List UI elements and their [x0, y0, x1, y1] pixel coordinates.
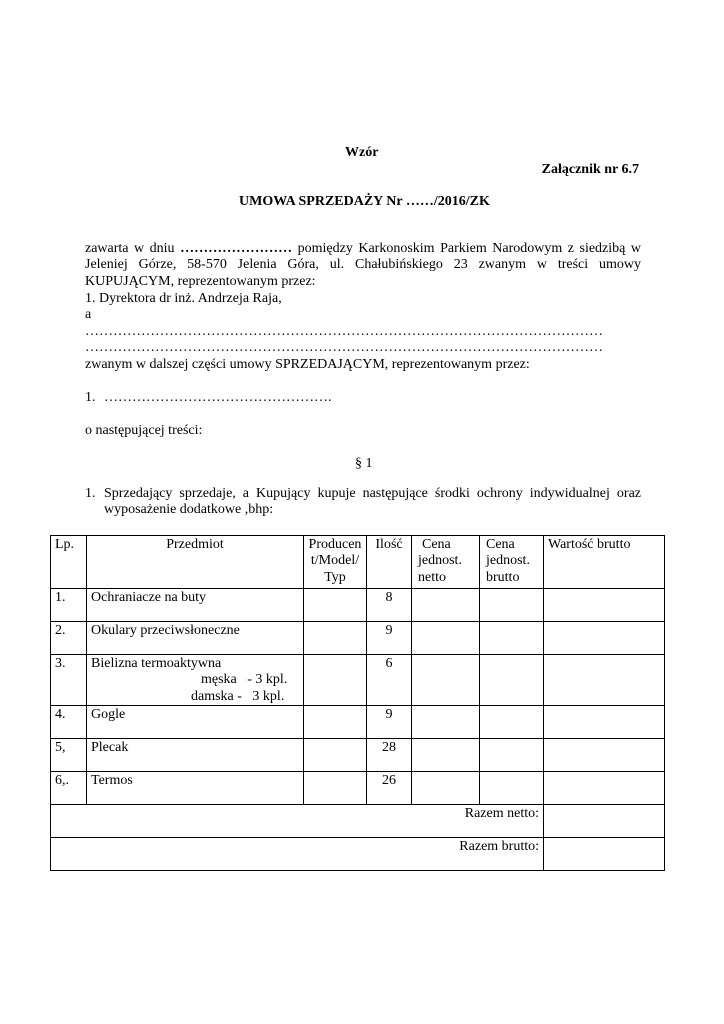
row-lp: 6,. [51, 772, 87, 805]
row-total [544, 589, 665, 622]
point-text: Sprzedający sprzedaje, a Kupujący kupuje następujące środki ochrony indywidualnej oraz wyposażenie dodatkowe ,bhp: [104, 486, 641, 518]
seller-name-placeholder-2: ………………………………………………………………………………………………… [85, 340, 603, 355]
row-lp: 3. [51, 655, 87, 706]
attachment-label: Załącznik nr 6.7 [541, 162, 639, 177]
row-producer [304, 706, 367, 739]
row-net-price [412, 739, 480, 772]
row-gross-price [480, 739, 544, 772]
table-row [51, 622, 665, 655]
row-item: Termos [87, 772, 304, 805]
header-lp: Lp. [51, 536, 87, 589]
header-item: Przedmiot [87, 536, 304, 589]
header-total: Wartość brutto [544, 536, 665, 589]
row-producer [304, 589, 367, 622]
intro-text-start: zawarta w dniu [85, 241, 181, 256]
row-qty: 9 [367, 706, 412, 739]
row-item: Ochraniacze na buty [87, 589, 304, 622]
header-net-price: Cena jednost. netto [412, 536, 480, 589]
row-item: Plecak [87, 739, 304, 772]
sum-gross-label: Razem brutto: [51, 838, 544, 871]
row-lp: 2. [51, 622, 87, 655]
row-qty: 8 [367, 589, 412, 622]
table-header-row [51, 536, 665, 589]
table-row [51, 589, 665, 622]
row-item: Okulary przeciwsłoneczne [87, 622, 304, 655]
row-producer [304, 739, 367, 772]
intro-text-rest: pomiędzy Karkonoskim Parkiem Narodowym z siedzibą w Jeleniej Górze, 58-570 Jelenia Góra, ul. Chałubińskiego 23 zwanym w treści umowy KUPUJĄCYM, reprezentowanym przez: [85, 241, 641, 289]
row-net-price [412, 589, 480, 622]
seller-description: zwanym w dalszej części umowy SPRZEDAJĄCYM, reprezentowanym przez: [85, 357, 530, 372]
row-lp: 1. [51, 589, 87, 622]
header-producer: Producen t/Model/ Typ [304, 536, 367, 589]
table-row [51, 739, 665, 772]
seller-rep-number: 1. [85, 390, 96, 405]
intro-paragraph [85, 241, 641, 290]
row-gross-price [480, 706, 544, 739]
row-total [544, 772, 665, 805]
row-gross-price [480, 772, 544, 805]
row-producer [304, 772, 367, 805]
conjunction-a: a [85, 307, 92, 322]
row-net-price [412, 772, 480, 805]
table-row [51, 655, 665, 706]
row-net-price [412, 622, 480, 655]
sum-gross-value [544, 838, 665, 871]
row-qty: 28 [367, 739, 412, 772]
sum-net-label: Razem netto: [51, 805, 544, 838]
row-item: Bielizna termoaktywna męska - 3 kpl. damska - 3 kpl. [87, 655, 304, 706]
row-qty: 9 [367, 622, 412, 655]
row-producer [304, 622, 367, 655]
template-label: Wzór [345, 145, 379, 160]
sum-gross-row [51, 838, 665, 871]
items-table [50, 535, 665, 871]
row-lp: 4. [51, 706, 87, 739]
date-placeholder: …………………… [180, 241, 293, 256]
row-gross-price [480, 655, 544, 706]
header-qty: Ilość [367, 536, 412, 589]
seller-rep-placeholder: …………………………………………. [104, 390, 332, 405]
row-producer [304, 655, 367, 706]
row-net-price [412, 655, 480, 706]
seller-name-placeholder-1: ………………………………………………………………………………………………… [85, 324, 603, 339]
section-sign: § 1 [355, 456, 373, 471]
row-total [544, 655, 665, 706]
sum-net-row [51, 805, 665, 838]
buyer-representative: 1. Dyrektora dr inż. Andrzeja Raja, [85, 291, 282, 306]
point-number: 1. [85, 486, 96, 501]
table-row [51, 772, 665, 805]
row-gross-price [480, 622, 544, 655]
sum-net-value [544, 805, 665, 838]
row-total [544, 739, 665, 772]
page-title: UMOWA SPRZEDAŻY Nr ……/2016/ZK [239, 194, 490, 209]
row-gross-price [480, 589, 544, 622]
row-lp: 5, [51, 739, 87, 772]
following-text: o następującej treści: [85, 423, 203, 438]
row-qty: 26 [367, 772, 412, 805]
row-total [544, 706, 665, 739]
row-qty: 6 [367, 655, 412, 706]
row-total [544, 622, 665, 655]
row-net-price [412, 706, 480, 739]
row-item: Gogle [87, 706, 304, 739]
table-row [51, 706, 665, 739]
header-gross-price: Cena jednost. brutto [480, 536, 544, 589]
